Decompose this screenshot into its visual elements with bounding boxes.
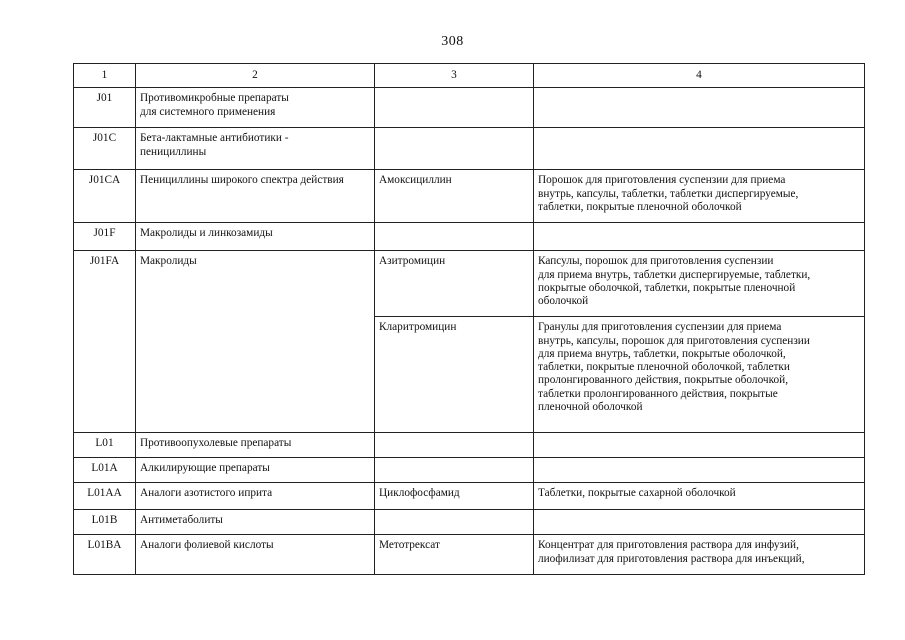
group-name: Противомикробные препараты для системного применения: [136, 88, 375, 128]
dosage-form: [534, 510, 865, 535]
table-row: [74, 170, 865, 223]
dosage-form: Порошок для приготовления суспензии для приема внутрь, капсулы, таблетки, таблетки диспергируемые, таблетки, покрытые пленочной оболочкой: [534, 170, 865, 223]
atc-code: J01: [74, 88, 136, 128]
dosage-form: [534, 128, 865, 170]
table-row: [74, 88, 865, 128]
group-name: [136, 317, 375, 433]
header-col-1: 1: [74, 64, 136, 88]
table-row: [74, 251, 865, 317]
dosage-form: Капсулы, порошок для приготовления суспензии для приема внутрь, таблетки диспергируемые, таблетки, покрытые оболочкой, таблетки, покрытые пленочной оболочкой: [534, 251, 865, 317]
table-row: [74, 458, 865, 483]
drug-name: [375, 433, 534, 458]
dosage-form: [534, 88, 865, 128]
table-row: [74, 317, 865, 433]
header-col-3: 3: [375, 64, 534, 88]
group-name: Аналоги фолиевой кислоты: [136, 535, 375, 575]
atc-code: L01: [74, 433, 136, 458]
drug-name: [375, 458, 534, 483]
table-row: [74, 483, 865, 510]
group-name: Бета-лактамные антибиотики - пенициллины: [136, 128, 375, 170]
group-name: Пенициллины широкого спектра действия: [136, 170, 375, 223]
dosage-form: Концентрат для приготовления раствора для инфузий, лиофилизат для приготовления раствора для инъекций,: [534, 535, 865, 575]
drug-name: [375, 128, 534, 170]
atc-code: L01A: [74, 458, 136, 483]
dosage-form: Таблетки, покрытые сахарной оболочкой: [534, 483, 865, 510]
drug-name: Метотрексат: [375, 535, 534, 575]
atc-code: L01BA: [74, 535, 136, 575]
table-row: [74, 223, 865, 251]
drug-name: [375, 88, 534, 128]
drug-name: [375, 510, 534, 535]
group-name: Аналоги азотистого иприта: [136, 483, 375, 510]
drug-name: Амоксициллин: [375, 170, 534, 223]
group-name: Макролиды и линкозамиды: [136, 223, 375, 251]
dosage-form: [534, 458, 865, 483]
table-row: [74, 433, 865, 458]
group-name: Макролиды: [136, 251, 375, 317]
atc-code: [74, 317, 136, 433]
drug-name: Азитромицин: [375, 251, 534, 317]
drug-classification-table: [73, 63, 865, 575]
group-name: Антиметаболиты: [136, 510, 375, 535]
atc-code: L01AA: [74, 483, 136, 510]
dosage-form: [534, 223, 865, 251]
dosage-form: Гранулы для приготовления суспензии для приема внутрь, капсулы, порошок для приготовления суспензии для приема внутрь, таблетки, покрытые оболочкой, таблетки, покрытые пленочной оболочкой, таблетки пролонгированного действия, покрытые оболочкой, таблетки пролонгированного действия, покрытые пленочной оболочкой: [534, 317, 865, 433]
atc-code: L01B: [74, 510, 136, 535]
drug-name: Циклофосфамид: [375, 483, 534, 510]
table-row: [74, 535, 865, 575]
group-name: Алкилирующие препараты: [136, 458, 375, 483]
atc-code: J01CA: [74, 170, 136, 223]
atc-code: J01FA: [74, 251, 136, 317]
dosage-form: [534, 433, 865, 458]
header-col-2: 2: [136, 64, 375, 88]
group-name: Противоопухолевые препараты: [136, 433, 375, 458]
page-number: 308: [441, 34, 464, 49]
atc-code: J01F: [74, 223, 136, 251]
table-header-row: [74, 64, 865, 88]
atc-code: J01C: [74, 128, 136, 170]
drug-name: [375, 223, 534, 251]
table-row: [74, 128, 865, 170]
header-col-4: 4: [534, 64, 865, 88]
drug-name: Кларитромицин: [375, 317, 534, 433]
table-row: [74, 510, 865, 535]
